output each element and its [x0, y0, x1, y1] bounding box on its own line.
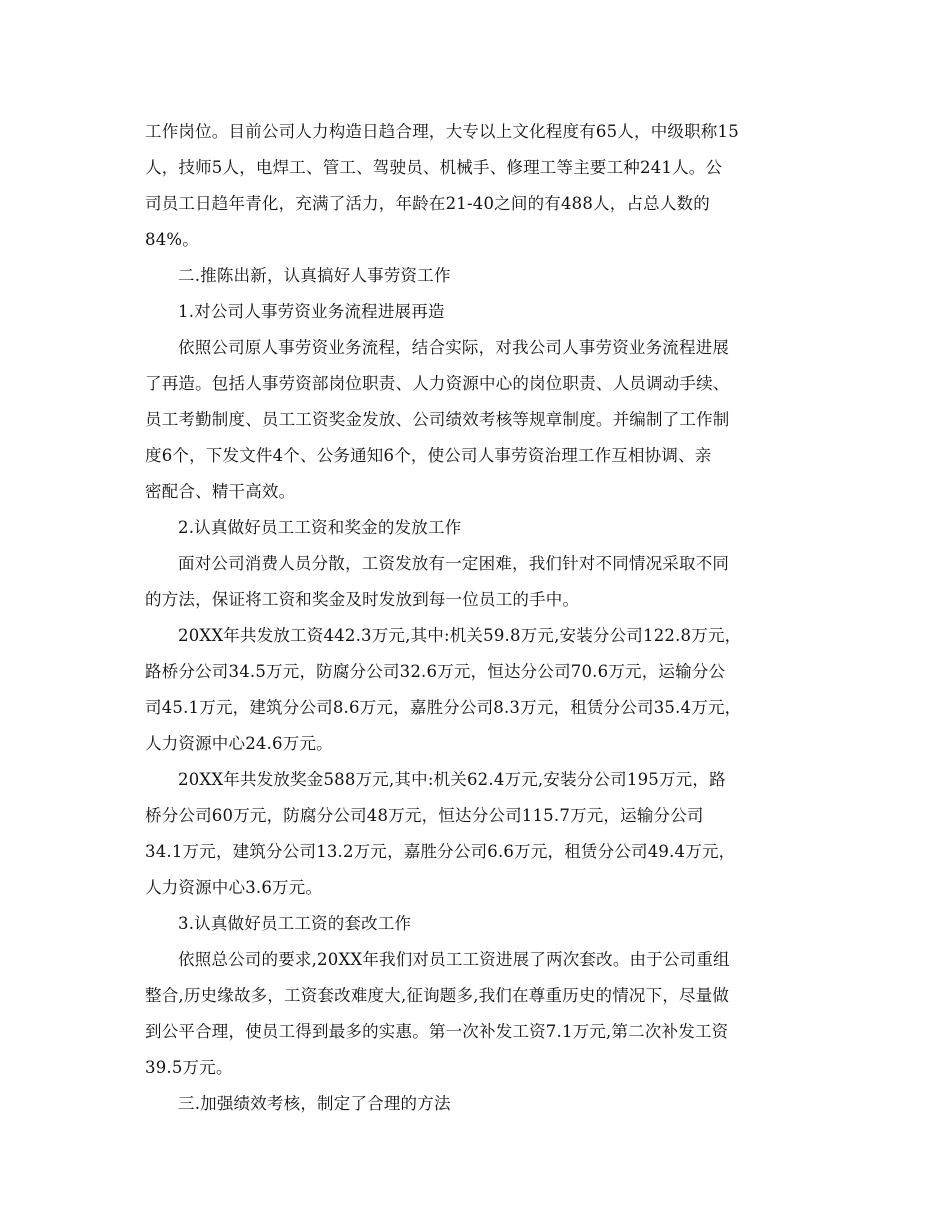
paragraph-line: 员工考勤制度、员工工资奖金发放、公司绩效考核等规章制度。并编制了工作制 — [145, 410, 730, 429]
paragraph-line: 桥分公司60万元，防腐分公司48万元，恒达分公司115.7万元，运输分公司 — [145, 806, 704, 825]
paragraph-line: 依照公司原人事劳资业务流程，结合实际，对我公司人事劳资业务流程进展 — [178, 338, 730, 357]
paragraph-line: 人力资源中心3.6万元。 — [145, 878, 323, 897]
paragraph-line: 人力资源中心24.6万元。 — [145, 734, 333, 753]
paragraph-line: 司45.1万元，建筑分公司8.6万元，嘉胜分公司8.3万元，租赁分公司35.4万元， — [145, 698, 742, 717]
subsection-heading: 3.认真做好员工工资的套改工作 — [178, 914, 412, 933]
paragraph-line: 84%。 — [145, 230, 199, 249]
paragraph-line: 人，技师5人，电焊工、管工、驾驶员、机械手、修理工等主要工种241人。公 — [145, 158, 723, 177]
paragraph-line: 20XX年共发放奖金588万元,其中:机关62.4万元,安装分公司195万元，路 — [178, 770, 726, 789]
paragraph-line: 度6个，下发文件4个、公务通知6个，使公司人事劳资治理工作互相协调、亲 — [145, 446, 712, 465]
paragraph-line: 到公平合理，使员工得到最多的实惠。第一次补发工资7.1万元,第二次补发工资 — [145, 1022, 729, 1041]
subsection-heading: 2.认真做好员工工资和奖金的发放工作 — [178, 518, 462, 537]
section-heading: 二.推陈出新，认真搞好人事劳资工作 — [178, 266, 451, 285]
paragraph-line: 的方法，保证将工资和奖金及时发放到每一位员工的手中。 — [145, 590, 580, 609]
paragraph-line: 了再造。包括人事劳资部岗位职责、人力资源中心的岗位职责、人员调动手续、 — [145, 374, 730, 393]
subsection-heading: 1.对公司人事劳资业务流程进展再造 — [178, 302, 445, 321]
paragraph-line: 面对公司消费人员分散，工资发放有一定困难，我们针对不同情况采取不同 — [178, 554, 730, 573]
paragraph-line: 整合,历史缘故多，工资套改难度大,征询题多,我们在尊重历史的情况下，尽量做 — [145, 986, 730, 1005]
paragraph-line: 路桥分公司34.5万元，防腐分公司32.6万元，恒达分公司70.6万元，运输分公 — [145, 662, 726, 681]
paragraph-line: 司员工日趋年青化，充满了活力，年龄在21-40之间的有488人，占总人数的 — [145, 194, 710, 213]
paragraph-line: 密配合、精干高效。 — [145, 482, 296, 501]
paragraph-line: 20XX年共发放工资442.3万元,其中:机关59.8万元,安装分公司122.8万元， — [178, 626, 742, 645]
paragraph-line: 34.1万元，建筑分公司13.2万元，嘉胜分公司6.6万元，租赁分公司49.4万元， — [145, 842, 736, 861]
paragraph-line: 39.5万元。 — [145, 1058, 233, 1077]
paragraph-line: 工作岗位。目前公司人力构造日趋合理，大专以上文化程度有65人，中级职称15 — [145, 122, 739, 141]
paragraph-line: 依照总公司的要求,20XX年我们对员工工资进展了两次套改。由于公司重组 — [178, 950, 730, 969]
section-heading: 三.加强绩效考核，制定了合理的方法 — [178, 1094, 451, 1113]
